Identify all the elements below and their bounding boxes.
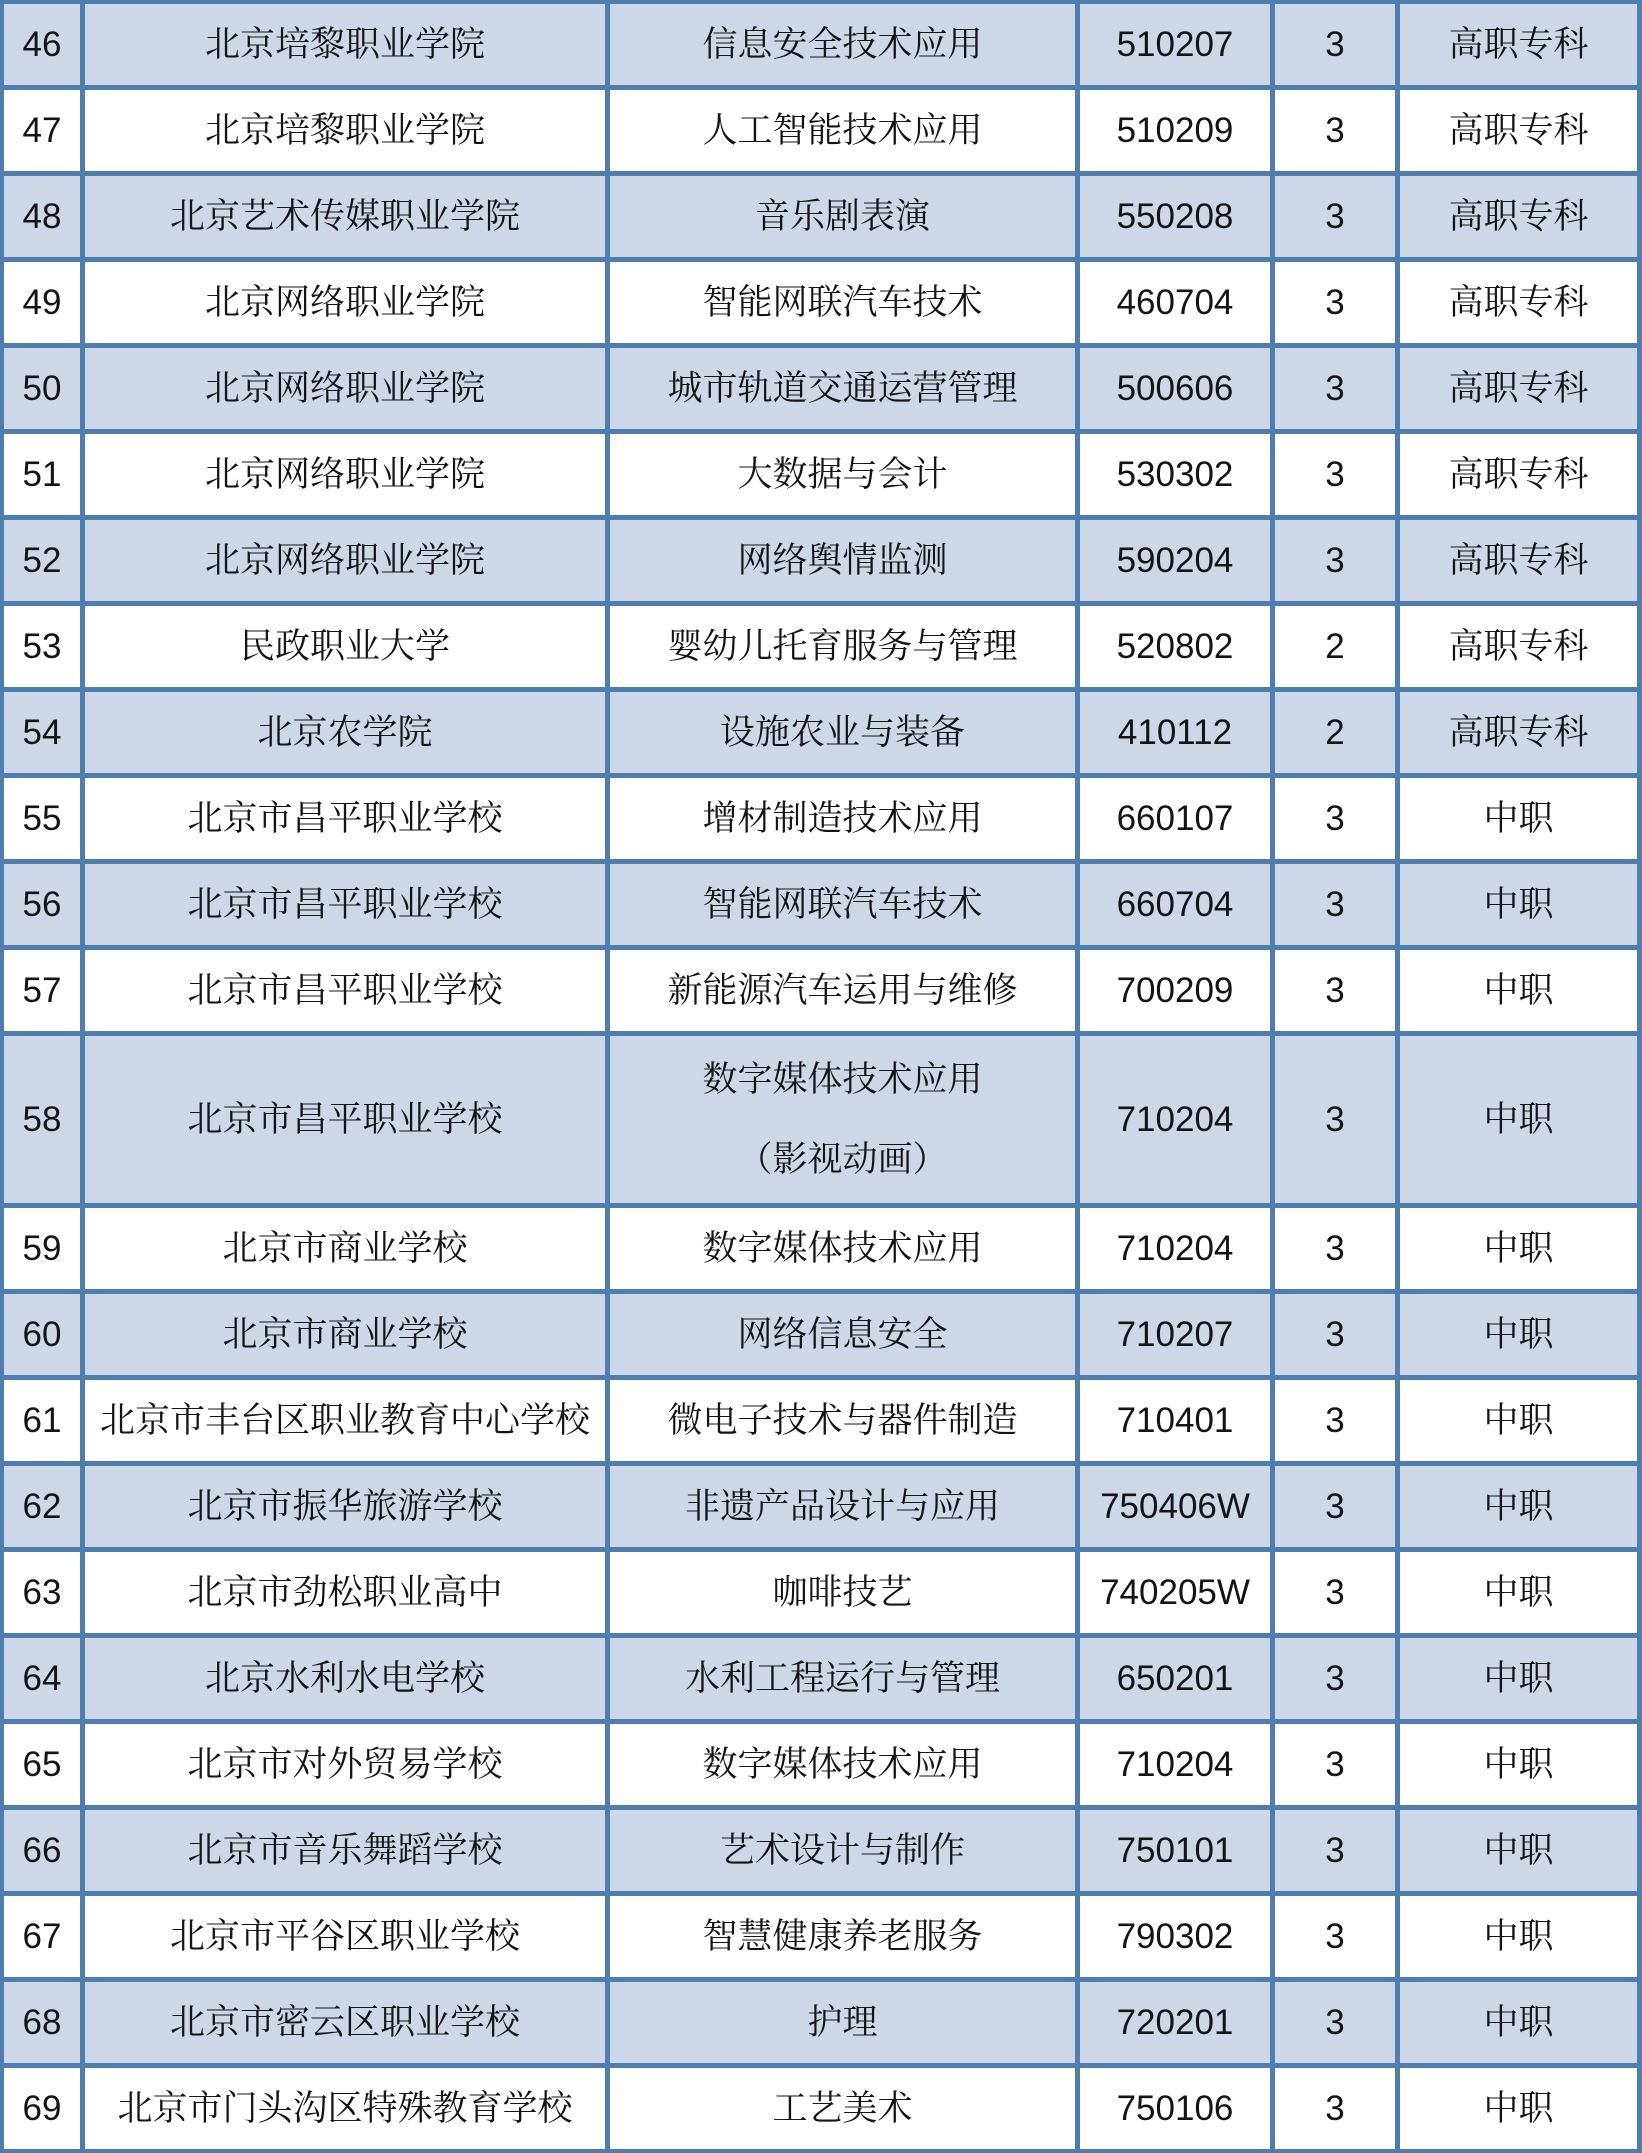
education-level-cell: 中职	[1400, 864, 1642, 950]
duration-years-cell: 3	[1275, 1466, 1400, 1552]
program-code-cell: 720201	[1080, 1982, 1275, 2068]
table-row	[4, 1724, 1642, 1810]
program-name-cell: 智能网联汽车技术	[610, 864, 1080, 950]
table-row	[4, 864, 1642, 950]
duration-years-cell: 3	[1275, 950, 1400, 1036]
row-number-cell: 65	[4, 1724, 85, 1810]
table-row	[4, 692, 1642, 778]
school-name-cell: 北京培黎职业学院	[85, 90, 610, 176]
education-level-cell: 中职	[1400, 1380, 1642, 1466]
table-row	[4, 950, 1642, 1036]
table-row	[4, 1208, 1642, 1294]
row-number-cell: 68	[4, 1982, 85, 2068]
education-level-cell: 中职	[1400, 1552, 1642, 1638]
duration-years-cell: 2	[1275, 606, 1400, 692]
duration-years-cell: 3	[1275, 434, 1400, 520]
table-row	[4, 1466, 1642, 1552]
duration-years-cell: 3	[1275, 864, 1400, 950]
duration-years-cell: 3	[1275, 176, 1400, 262]
school-name-cell: 北京市昌平职业学校	[85, 864, 610, 950]
program-name-cell: 网络舆情监测	[610, 520, 1080, 606]
education-level-cell: 高职专科	[1400, 520, 1642, 606]
program-name-cell: 增材制造技术应用	[610, 778, 1080, 864]
row-number-cell: 51	[4, 434, 85, 520]
duration-years-cell: 3	[1275, 1982, 1400, 2068]
education-level-cell: 高职专科	[1400, 176, 1642, 262]
program-code-cell: 510207	[1080, 4, 1275, 90]
program-code-cell: 710204	[1080, 1208, 1275, 1294]
row-number-cell: 53	[4, 606, 85, 692]
school-name-cell: 北京市商业学校	[85, 1294, 610, 1380]
school-name-cell: 北京网络职业学院	[85, 520, 610, 606]
row-number-cell: 67	[4, 1896, 85, 1982]
row-number-cell: 46	[4, 4, 85, 90]
program-code-cell: 500606	[1080, 348, 1275, 434]
duration-years-cell: 3	[1275, 4, 1400, 90]
program-name-cell: 大数据与会计	[610, 434, 1080, 520]
program-code-cell: 700209	[1080, 950, 1275, 1036]
school-name-cell: 北京网络职业学院	[85, 262, 610, 348]
duration-years-cell: 3	[1275, 1638, 1400, 1724]
education-level-cell: 中职	[1400, 1466, 1642, 1552]
program-name-line2: （影视动画）	[737, 1139, 948, 1179]
duration-years-cell: 2	[1275, 692, 1400, 778]
table-row	[4, 434, 1642, 520]
education-level-cell: 中职	[1400, 1638, 1642, 1724]
row-number-cell: 56	[4, 864, 85, 950]
school-name-cell: 北京市对外贸易学校	[85, 1724, 610, 1810]
row-number-cell: 47	[4, 90, 85, 176]
program-code-cell: 710204	[1080, 1724, 1275, 1810]
row-number-cell: 69	[4, 2068, 85, 2153]
table-row	[4, 606, 1642, 692]
program-code-cell: 410112	[1080, 692, 1275, 778]
program-code-cell: 750406W	[1080, 1466, 1275, 1552]
duration-years-cell: 3	[1275, 1036, 1400, 1208]
program-code-cell: 590204	[1080, 520, 1275, 606]
duration-years-cell: 3	[1275, 90, 1400, 176]
duration-years-cell: 3	[1275, 778, 1400, 864]
school-name-cell: 北京网络职业学院	[85, 434, 610, 520]
row-number-cell: 62	[4, 1466, 85, 1552]
program-name-cell: 音乐剧表演	[610, 176, 1080, 262]
duration-years-cell: 3	[1275, 520, 1400, 606]
duration-years-cell: 3	[1275, 1380, 1400, 1466]
row-number-cell: 64	[4, 1638, 85, 1724]
school-name-cell: 北京市劲松职业高中	[85, 1552, 610, 1638]
school-name-cell: 北京市昌平职业学校	[85, 950, 610, 1036]
education-level-cell: 高职专科	[1400, 434, 1642, 520]
program-name-cell: 护理	[610, 1982, 1080, 2068]
table-row	[4, 520, 1642, 606]
program-name-cell: 新能源汽车运用与维修	[610, 950, 1080, 1036]
program-code-cell: 510209	[1080, 90, 1275, 176]
program-code-cell: 520802	[1080, 606, 1275, 692]
program-code-cell: 710204	[1080, 1036, 1275, 1208]
school-name-cell: 北京市商业学校	[85, 1208, 610, 1294]
row-number-cell: 60	[4, 1294, 85, 1380]
program-name-cell: 微电子技术与器件制造	[610, 1380, 1080, 1466]
row-number-cell: 59	[4, 1208, 85, 1294]
program-name-cell: 艺术设计与制作	[610, 1810, 1080, 1896]
school-name-cell: 北京培黎职业学院	[85, 4, 610, 90]
program-code-cell: 660704	[1080, 864, 1275, 950]
school-name-cell: 北京市门头沟区特殊教育学校	[85, 2068, 610, 2153]
table-row	[4, 1810, 1642, 1896]
duration-years-cell: 3	[1275, 1810, 1400, 1896]
program-name-cell: 设施农业与装备	[610, 692, 1080, 778]
education-level-cell: 高职专科	[1400, 692, 1642, 778]
school-name-cell: 北京水利水电学校	[85, 1638, 610, 1724]
program-name-cell: 智慧健康养老服务	[610, 1896, 1080, 1982]
education-level-cell: 中职	[1400, 1810, 1642, 1896]
education-level-cell: 高职专科	[1400, 606, 1642, 692]
row-number-cell: 63	[4, 1552, 85, 1638]
program-name-cell	[610, 1036, 1080, 1208]
education-level-cell: 高职专科	[1400, 348, 1642, 434]
row-number-cell: 48	[4, 176, 85, 262]
program-code-cell: 740205W	[1080, 1552, 1275, 1638]
row-number-cell: 57	[4, 950, 85, 1036]
program-code-cell: 750106	[1080, 2068, 1275, 2153]
table-row	[4, 2068, 1642, 2153]
education-level-cell: 中职	[1400, 1036, 1642, 1208]
program-code-cell: 710401	[1080, 1380, 1275, 1466]
program-name-cell: 非遗产品设计与应用	[610, 1466, 1080, 1552]
education-level-cell: 中职	[1400, 1724, 1642, 1810]
program-name-cell: 水利工程运行与管理	[610, 1638, 1080, 1724]
program-name-cell: 信息安全技术应用	[610, 4, 1080, 90]
program-name-cell: 数字媒体技术应用	[610, 1724, 1080, 1810]
program-code-cell: 460704	[1080, 262, 1275, 348]
row-number-cell: 58	[4, 1036, 85, 1208]
row-number-cell: 50	[4, 348, 85, 434]
table-row	[4, 1380, 1642, 1466]
education-level-cell: 中职	[1400, 1208, 1642, 1294]
program-code-cell: 750101	[1080, 1810, 1275, 1896]
program-code-cell: 660107	[1080, 778, 1275, 864]
education-level-cell: 中职	[1400, 1294, 1642, 1380]
row-number-cell: 52	[4, 520, 85, 606]
duration-years-cell: 3	[1275, 1552, 1400, 1638]
table-row	[4, 1896, 1642, 1982]
row-number-cell: 55	[4, 778, 85, 864]
school-name-cell: 北京艺术传媒职业学院	[85, 176, 610, 262]
duration-years-cell: 3	[1275, 2068, 1400, 2153]
duration-years-cell: 3	[1275, 1294, 1400, 1380]
program-code-cell: 550208	[1080, 176, 1275, 262]
program-code-cell: 710207	[1080, 1294, 1275, 1380]
row-number-cell: 66	[4, 1810, 85, 1896]
school-name-cell: 民政职业大学	[85, 606, 610, 692]
school-name-cell: 北京市密云区职业学校	[85, 1982, 610, 2068]
table-row	[4, 1036, 1642, 1208]
table-row	[4, 262, 1642, 348]
table-row	[4, 348, 1642, 434]
school-name-cell: 北京市音乐舞蹈学校	[85, 1810, 610, 1896]
school-name-cell: 北京市平谷区职业学校	[85, 1896, 610, 1982]
duration-years-cell: 3	[1275, 1896, 1400, 1982]
school-name-cell: 北京网络职业学院	[85, 348, 610, 434]
table-row	[4, 1552, 1642, 1638]
program-code-cell: 530302	[1080, 434, 1275, 520]
table-row	[4, 1982, 1642, 2068]
program-name-line1: 数字媒体技术应用	[702, 1059, 983, 1099]
duration-years-cell: 3	[1275, 1724, 1400, 1810]
table-row	[4, 90, 1642, 176]
table-row	[4, 1638, 1642, 1724]
program-name-cell: 工艺美术	[610, 2068, 1080, 2153]
duration-years-cell: 3	[1275, 262, 1400, 348]
program-name-cell: 网络信息安全	[610, 1294, 1080, 1380]
school-name-cell: 北京市昌平职业学校	[85, 1036, 610, 1208]
school-name-cell: 北京市振华旅游学校	[85, 1466, 610, 1552]
row-number-cell: 49	[4, 262, 85, 348]
duration-years-cell: 3	[1275, 348, 1400, 434]
program-name-cell: 数字媒体技术应用	[610, 1208, 1080, 1294]
table-row	[4, 778, 1642, 864]
education-level-cell: 中职	[1400, 1896, 1642, 1982]
school-name-cell: 北京农学院	[85, 692, 610, 778]
table-row	[4, 4, 1642, 90]
program-name-cell: 城市轨道交通运营管理	[610, 348, 1080, 434]
program-name-cell: 智能网联汽车技术	[610, 262, 1080, 348]
school-name-cell: 北京市丰台区职业教育中心学校	[85, 1380, 610, 1466]
program-name-cell: 婴幼儿托育服务与管理	[610, 606, 1080, 692]
education-level-cell: 高职专科	[1400, 90, 1642, 176]
education-level-cell: 中职	[1400, 2068, 1642, 2153]
row-number-cell: 54	[4, 692, 85, 778]
table-row	[4, 176, 1642, 262]
education-level-cell: 中职	[1400, 778, 1642, 864]
school-name-cell: 北京市昌平职业学校	[85, 778, 610, 864]
table-row	[4, 1294, 1642, 1380]
education-level-cell: 高职专科	[1400, 262, 1642, 348]
education-level-cell: 高职专科	[1400, 4, 1642, 90]
program-code-cell: 650201	[1080, 1638, 1275, 1724]
education-level-cell: 中职	[1400, 1982, 1642, 2068]
program-name-cell: 咖啡技艺	[610, 1552, 1080, 1638]
row-number-cell: 61	[4, 1380, 85, 1466]
program-name-cell: 人工智能技术应用	[610, 90, 1080, 176]
education-level-cell: 中职	[1400, 950, 1642, 1036]
program-code-cell: 790302	[1080, 1896, 1275, 1982]
duration-years-cell: 3	[1275, 1208, 1400, 1294]
